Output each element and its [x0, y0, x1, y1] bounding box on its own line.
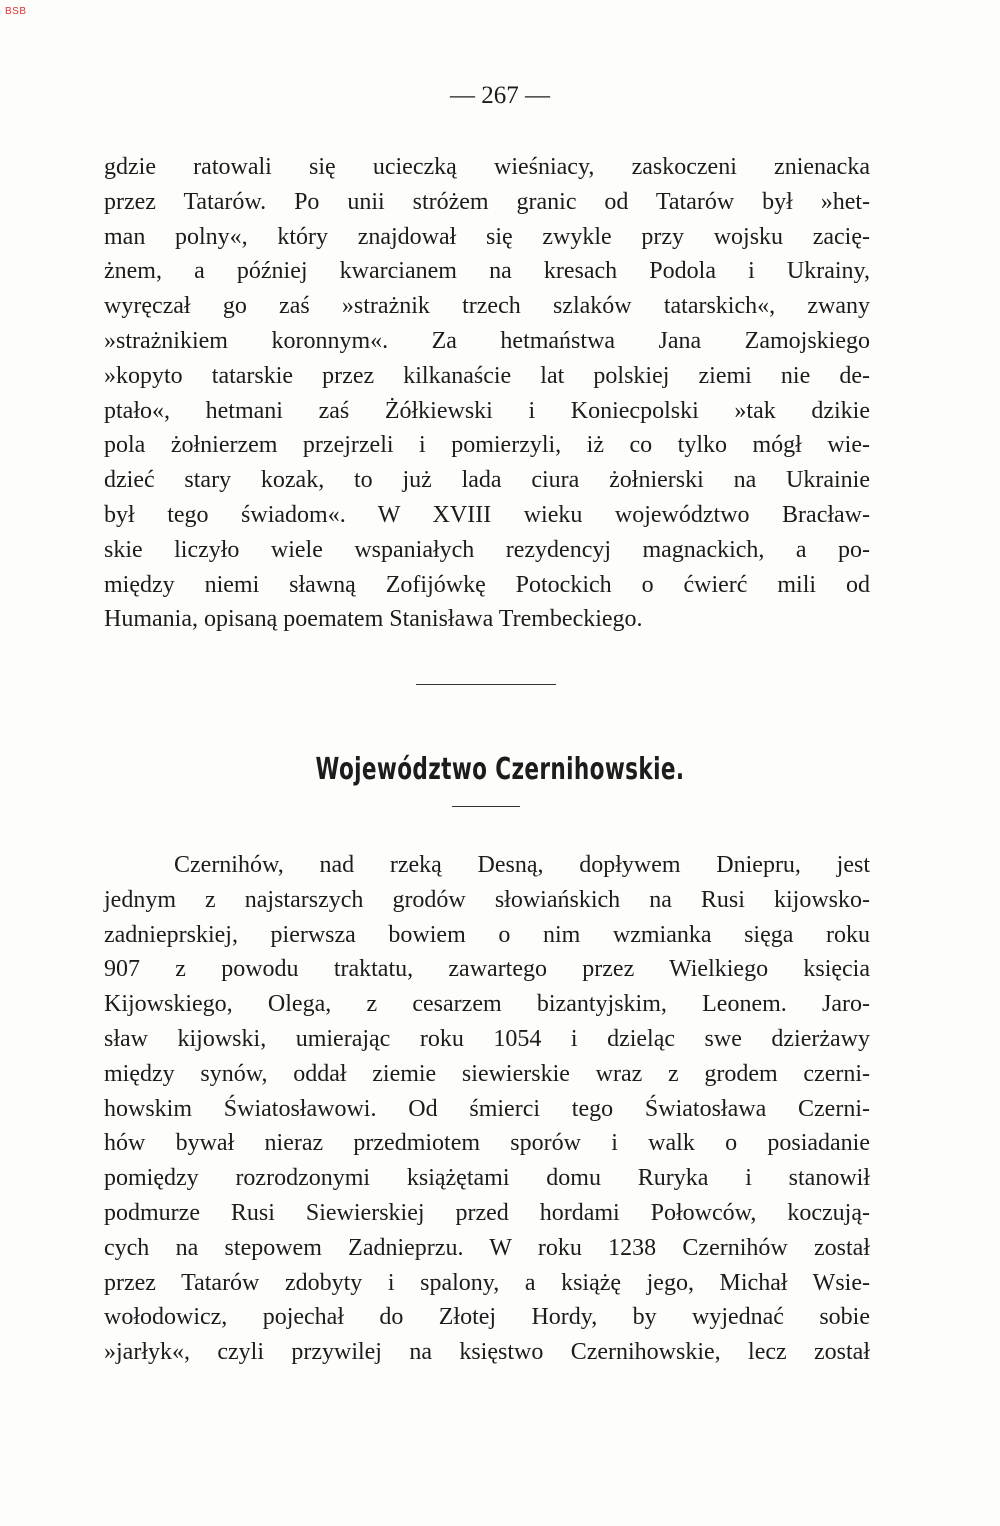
library-watermark: BSB — [5, 6, 27, 17]
text-line: pomiędzy rozrodzonymi książętami domu Ruryka i stanowił — [104, 1165, 870, 1192]
text-line: cych na stepowem Zadnieprzu. W roku 1238 Czernihów został — [104, 1234, 870, 1261]
text-line: pola żołnierzem przejrzeli i pomierzyli, iż co tylko mógł wie- — [104, 432, 870, 459]
text-line: Humania, opisaną poematem Stanisława Trembeckiego. — [104, 606, 643, 633]
text-line: podmurze Rusi Siewierskiej przed hordami Połowców, koczują- — [104, 1199, 870, 1226]
section-heading: Województwo Czernihowskie. — [315, 752, 685, 787]
text-line: ptało«, hetmani zaś Żółkiewski i Koniecpolski »tak dzikie — [104, 397, 870, 424]
text-line: przez Tatarów. Po unii stróżem granic od Tatarów był »het- — [104, 188, 870, 215]
text-line: hów bywał nieraz przedmiotem sporów i walk o posiadanie — [104, 1130, 870, 1157]
text-block-continued — [104, 150, 870, 637]
text-line: »strażnikiem koronnym«. Za hetmaństwa Jana Zamojskiego — [104, 327, 870, 354]
page-number: — 267 — — [450, 82, 550, 109]
text-line: dzieć stary kozak, to już lada ciura żołnierski na Ukrainie — [104, 467, 870, 494]
text-line: »kopyto tatarskie przez kilkanaście lat polskiej ziemi nie de- — [104, 362, 870, 389]
section-divider — [416, 684, 556, 685]
heading-underline — [452, 806, 520, 807]
text-line: Czernihów, nad rzeką Desną, dopływem Dniepru, jest — [174, 852, 870, 878]
text-line: gdzie ratowali się ucieczką wieśniacy, zaskoczeni znienacka — [104, 154, 870, 180]
text-line: między niemi sławną Zofijówkę Potockich o ćwierć mili od — [104, 571, 870, 598]
text-line: był tego świadom«. W XVIII wieku województwo Bracław- — [104, 501, 870, 528]
text-line: Kijowskiego, Olega, z cesarzem bizantyjskim, Leonem. Jaro- — [104, 991, 870, 1018]
text-line: skie liczyło wiele wspaniałych rezydencyj magnackich, a po- — [104, 536, 870, 563]
text-line: howskim Światosławowi. Od śmierci tego Światosława Czerni- — [104, 1095, 870, 1122]
text-line: żnem, a później kwarcianem na kresach Podola i Ukrainy, — [104, 258, 870, 285]
text-line: 907 z powodu traktatu, zawartego przez Wielkiego księcia — [104, 956, 870, 983]
text-line: man polny«, który znajdował się zwykle przy wojsku zacię- — [104, 223, 870, 250]
text-line: między synów, oddał ziemie siewierskie wraz z grodem czerni- — [104, 1060, 870, 1087]
text-line: przez Tatarów zdobyty i spalony, a książę jego, Michał Wsie- — [104, 1269, 870, 1296]
text-line: wyręczał go zaś »strażnik trzech szlaków tatarskich«, zwany — [104, 293, 870, 320]
text-block-section — [104, 848, 870, 1370]
text-line: »jarłyk«, czyli przywilej na księstwo Czernihowskie, lecz został — [104, 1339, 870, 1366]
text-line: wołodowicz, pojechał do Złotej Hordy, by wyjednać sobie — [104, 1304, 870, 1331]
text-line: sław kijowski, umierając roku 1054 i dzieląc swe dzierżawy — [104, 1025, 870, 1052]
text-line: jednym z najstarszych grodów słowiańskich na Rusi kijowsko- — [104, 886, 870, 913]
text-line: zadnieprskiej, pierwsza bowiem o nim wzmianka sięga roku — [104, 921, 870, 948]
